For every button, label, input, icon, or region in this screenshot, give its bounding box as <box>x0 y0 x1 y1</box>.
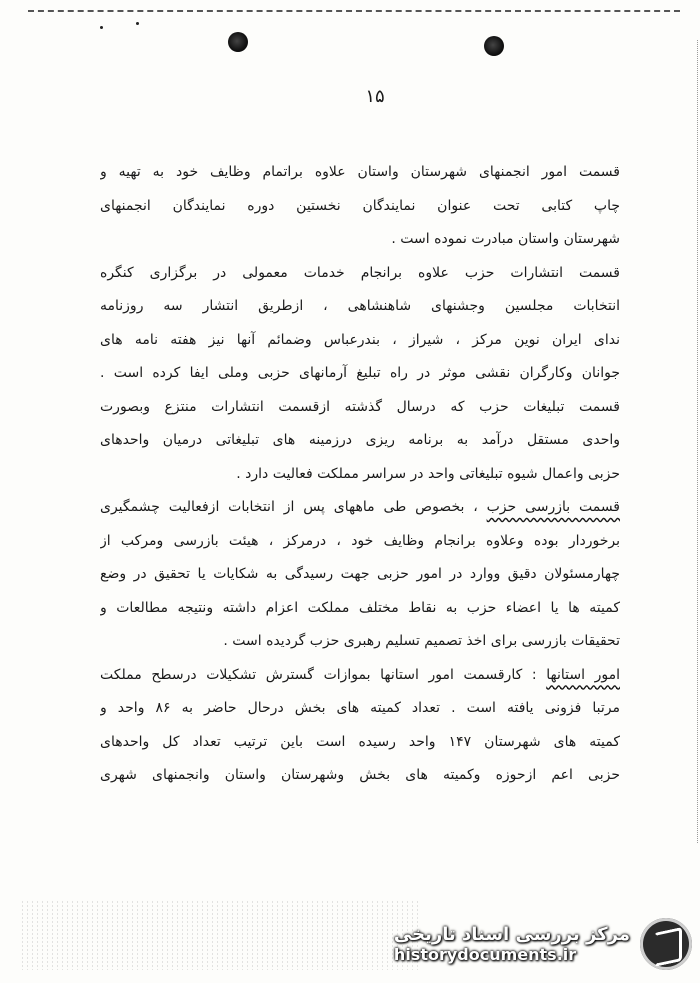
text-line: شهرستان واستان مبادرت نموده است . <box>391 231 620 247</box>
punch-hole-right <box>484 36 504 56</box>
watermark-url: historydocuments.ir <box>393 945 577 964</box>
section-heading-line <box>100 659 620 693</box>
scan-speck <box>136 22 139 25</box>
watermark-text <box>394 924 630 964</box>
section-heading: امور استانها <box>546 666 620 683</box>
text-line: مرتبا فزونی یافته است . تعداد کمیته های بخش درحال حاضر به ۸۶ واحد و <box>100 700 620 716</box>
text-line: جوانان وکارگران نقشی موثر در راه تبلیغ آرمانهای حزبی وملی ایفا کرده است . <box>100 365 620 381</box>
text-line: حزبی اعم ازحوزه وکمیته های بخش وشهرستان واستان وانجمنهای شهری <box>100 767 620 783</box>
page-number: ۱۵ <box>365 86 385 107</box>
scan-speck <box>100 26 103 29</box>
text-line: قسمت تبلیغات حزب که درسال گذشته ازقسمت انتشارات منتزع وبصورت <box>100 398 620 415</box>
punch-hole-left <box>228 32 248 52</box>
section-heading: قسمت بازرسی حزب <box>486 499 620 515</box>
document-body <box>100 156 620 793</box>
top-border <box>28 10 680 12</box>
paragraph-5 <box>100 659 620 793</box>
page-edge <box>697 40 698 843</box>
text-line: حزبی واعمال شیوه تبلیغاتی واحد در سراسر مملکت فعالیت دارد . <box>236 465 620 482</box>
watermark-title: مرکز بررسی اسناد تاریخی <box>393 924 630 945</box>
section-heading-rest: ، بخصوص طی ماههای پس از انتخابات ازفعالیت چشمگیری <box>100 499 478 515</box>
document-archive-logo-icon <box>640 918 692 970</box>
text-line: واحدی مستقل درآمد به برنامه ریزی درزمینه های تبلیغاتی درمیان واحدهای <box>100 432 620 448</box>
section-heading-line <box>100 491 620 525</box>
text-line: کمیته های شهرستان ۱۴۷ واحد رسیده است باین ترتیب تعداد کل واحدهای <box>100 733 620 750</box>
text-line: ندای ایران نوین مرکز ، شیراز ، بندرعباس وضمائم آنها نیز هفته نامه های <box>100 331 620 348</box>
section-heading-rest: : کارقسمت امور استانها بموازات گسترش تشکیلات درسطح مملکت <box>100 666 537 683</box>
paragraph-3 <box>100 391 620 492</box>
scan-noise <box>20 900 420 970</box>
text-line: قسمت انتشارات حزب علاوه برانجام خدمات معمولی در برگزاری کنگره <box>100 264 620 281</box>
paragraph-2 <box>100 257 620 391</box>
text-line: برخوردار بوده وعلاوه برانجام وظایف خود ، درمرکز ، هیئت بازرسی ومرکب از <box>100 532 620 549</box>
watermark <box>394 912 692 976</box>
text-line: کمیته ها یا اعضاء حزب به نقاط مختلف مملکت اعزام داشته ونتیجه مطالعات و <box>100 599 620 616</box>
paragraph-1 <box>100 156 620 257</box>
paragraph-4 <box>100 491 620 659</box>
text-line: تحقیقات بازرسی برای اخذ تصمیم تسلیم رهبری حزب گردیده است . <box>223 633 620 649</box>
text-line: انتخابات مجلسین وجشنهای شاهنشاهی ، ازطریق انتشار سه روزنامه <box>100 298 620 314</box>
text-line: چهارمسئولان دقیق ووارد در امور حزبی جهت رسیدگی به شکایات یا تحقیق در وضع <box>100 566 620 582</box>
text-line: قسمت امور انجمنهای شهرستان واستان علاوه براتمام وظایف خود به تهیه و <box>100 164 620 180</box>
text-line: چاپ کتابی تحت عنوان نمایندگان نخستین دوره نمایندگان انجمنهای <box>100 197 620 214</box>
